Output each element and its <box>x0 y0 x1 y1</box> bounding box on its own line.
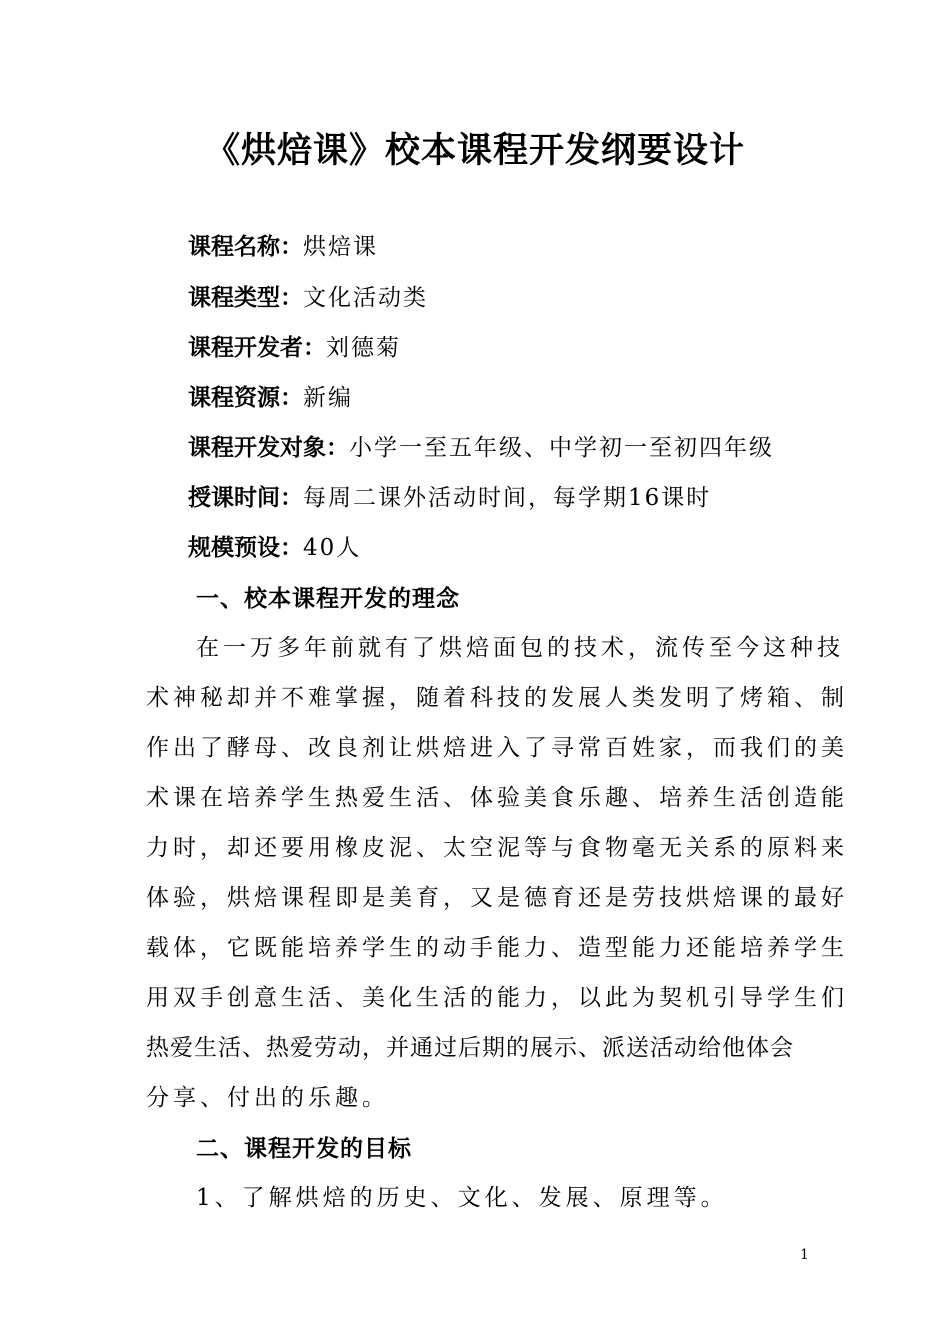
meta-class-time <box>188 481 711 515</box>
paragraph-line: 用双手创意生活、美化生活的能力，以此为契机引导学生们 <box>146 985 848 1011</box>
paragraph-line: 力时，却还要用橡皮泥、太空泥等与食物毫无关系的原料来 <box>146 835 848 861</box>
meta-label: 课程开发者： <box>188 335 326 361</box>
paragraph-line: 术神秘却并不难掌握，随着科技的发展人类发明了烤箱、制 <box>146 685 848 711</box>
meta-class-size <box>188 531 361 565</box>
meta-value: 每周二课外活动时间，每学期16课时 <box>303 485 712 511</box>
section-heading-goals: 二、课程开发的目标 <box>196 1136 412 1162</box>
paragraph-line: 热爱生活、热爱劳动，并通过后期的展示、派送活动给他体会 <box>146 1035 794 1061</box>
paragraph-line: 术课在培养学生热爱生活、体验美食乐趣、培养生活创造能 <box>146 785 848 811</box>
meta-label: 授课时间： <box>188 485 303 511</box>
paragraph-line: 体验，烘焙课程即是美育，又是德育还是劳技烘焙课的最好 <box>146 885 848 911</box>
meta-value: 刘德菊 <box>326 335 401 361</box>
paragraph-line: 作出了酵母、改良剂让烘焙进入了寻常百姓家，而我们的美 <box>146 735 848 761</box>
section-heading-philosophy: 一、校本课程开发的理念 <box>196 586 460 612</box>
meta-value: 新编 <box>303 385 353 411</box>
paragraph-line: 在一万多年前就有了烘焙面包的技术，流传至今这种技 <box>196 635 844 661</box>
page-number: 1 <box>800 1247 809 1263</box>
meta-label: 课程名称： <box>188 234 303 260</box>
meta-target-audience <box>188 431 774 465</box>
meta-label: 课程开发对象： <box>188 435 349 461</box>
meta-course-name <box>188 230 378 264</box>
meta-label: 课程资源： <box>188 385 303 411</box>
meta-value: 文化活动类 <box>303 285 428 311</box>
meta-value: 40人 <box>303 535 362 561</box>
paragraph-line: 载体，它既能培养学生的动手能力、造型能力还能培养学生 <box>146 935 848 961</box>
meta-course-developer <box>188 331 401 365</box>
meta-course-resource <box>188 381 353 415</box>
document-title: 《烘焙课》校本课程开发纲要设计 <box>204 130 745 171</box>
meta-label: 课程类型： <box>188 285 303 311</box>
meta-label: 规模预设： <box>188 535 303 561</box>
meta-value: 小学一至五年级、中学初一至初四年级 <box>349 435 774 461</box>
goal-item: 1、了解烘焙的历史、文化、发展、原理等。 <box>196 1185 728 1211</box>
meta-course-type <box>188 281 428 315</box>
paragraph-line: 分享、付出的乐趣。 <box>146 1085 389 1111</box>
meta-value: 烘焙课 <box>303 234 378 260</box>
